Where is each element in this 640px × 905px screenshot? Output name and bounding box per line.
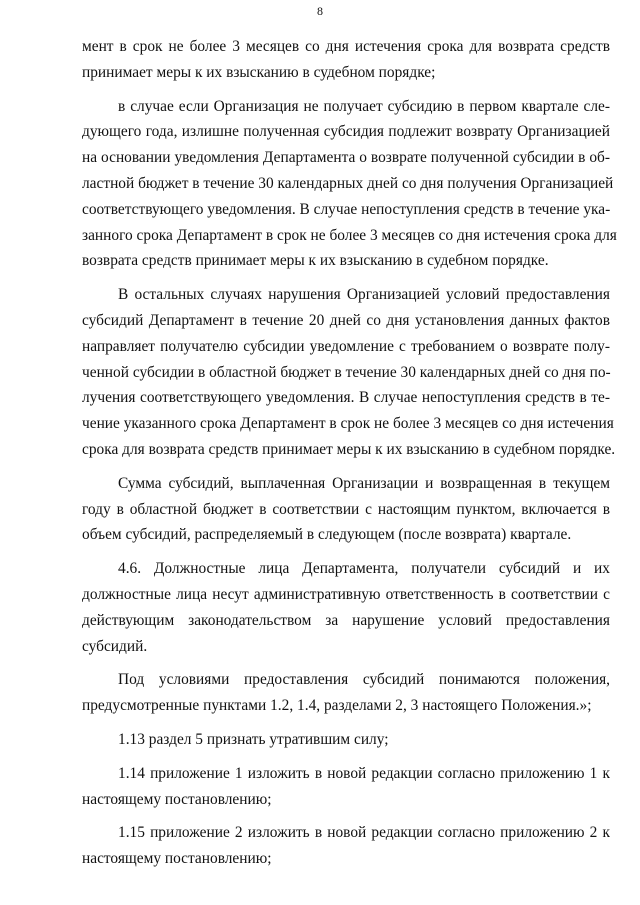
text-line: мент в срок не более 3 месяцев со дня истечения срока для возврата средств xyxy=(82,38,610,55)
document-body xyxy=(82,34,617,872)
paragraph-conditions xyxy=(82,667,610,719)
paragraph-continuation xyxy=(82,34,610,86)
paragraph-1-14 xyxy=(82,761,610,813)
text-line: Сумма субсидий, выплаченная Организации и возвращенная в текущем xyxy=(118,474,610,492)
paragraph-1-13 xyxy=(82,727,610,753)
text-line: на основании уведомления Департамента о возврате полученной субсидии в об- xyxy=(82,149,610,167)
paragraph-1-15 xyxy=(82,820,610,872)
text-line: действующим законодательством за нарушение условий предоставления xyxy=(82,611,610,629)
page-number: 8 xyxy=(317,4,323,18)
text-line: году в областной бюджет в соответствии с настоящим пунктом, включается в xyxy=(82,500,610,518)
text-line: Под условиями предоставления субсидий понимаются положения, xyxy=(118,671,610,689)
paragraph-first-quarter-case xyxy=(82,94,617,275)
text-line: 1.15 приложение 2 изложить в новой редакции согласно приложению 2 к xyxy=(118,824,610,842)
paragraph-4-6 xyxy=(82,556,610,659)
text-line: предусмотренные пунктами 1.2, 1.4, разделами 2, 3 настоящего Положения.»; xyxy=(82,697,592,715)
text-line: принимает меры к их взысканию в судебном порядке; xyxy=(82,63,436,81)
text-line: направляет получателю субсидии уведомление с требованием о возврате полу- xyxy=(82,337,610,355)
text-line: срока для возврата средств принимает меры к их взысканию в судебном порядке. xyxy=(82,440,616,458)
text-line: 4.6. Должностные лица Департамента, получатели субсидий и их xyxy=(118,560,610,578)
text-line: субсидий Департамент в течение 20 дней со дня установления данных фактов xyxy=(82,311,610,329)
text-line: субсидий. xyxy=(82,637,148,655)
text-line: чение указанного срока Департамент в срок не более 3 месяцев со дня истечения xyxy=(82,415,614,433)
text-line: лучения соответствующего уведомления. В случае непоступления средств в те- xyxy=(82,389,610,407)
text-line: настоящему постановлению; xyxy=(82,790,272,808)
paragraph-other-violations xyxy=(82,282,616,463)
text-line: настоящему постановлению; xyxy=(82,850,272,868)
paragraph-subsidy-sum xyxy=(82,471,610,548)
text-line: В остальных случаях нарушения Организацией условий предоставления xyxy=(118,286,610,304)
text-line: соответствующего уведомления. В случае непоступления средств в течение ука- xyxy=(82,200,611,218)
text-line: 1.14 приложение 1 изложить в новой редакции согласно приложению 1 к xyxy=(118,764,610,782)
text-line: должностные лица несут административную ответственность в соответствии с xyxy=(82,585,610,603)
text-line: дующего года, излишне полученная субсидия подлежит возврату Организацией xyxy=(82,123,610,141)
text-line: в случае если Организация не получает субсидию в первом квартале сле- xyxy=(118,97,610,115)
text-line: возврата средств принимает меры к их взысканию в судебном порядке. xyxy=(82,252,549,270)
text-line: ченной субсидии в областной бюджет в течение 30 календарных дней со дня по- xyxy=(82,363,611,381)
text-line: 1.13 раздел 5 признать утратившим силу; xyxy=(118,730,389,748)
text-line: занного срока Департамент в срок не более 3 месяцев со дня истечения срока для xyxy=(82,226,617,244)
text-line: ластной бюджет в течение 30 календарных дней со дня получения Организацией xyxy=(82,174,614,192)
text-line: объем субсидий, распределяемый в следующем (после возврата) квартале. xyxy=(82,526,572,544)
